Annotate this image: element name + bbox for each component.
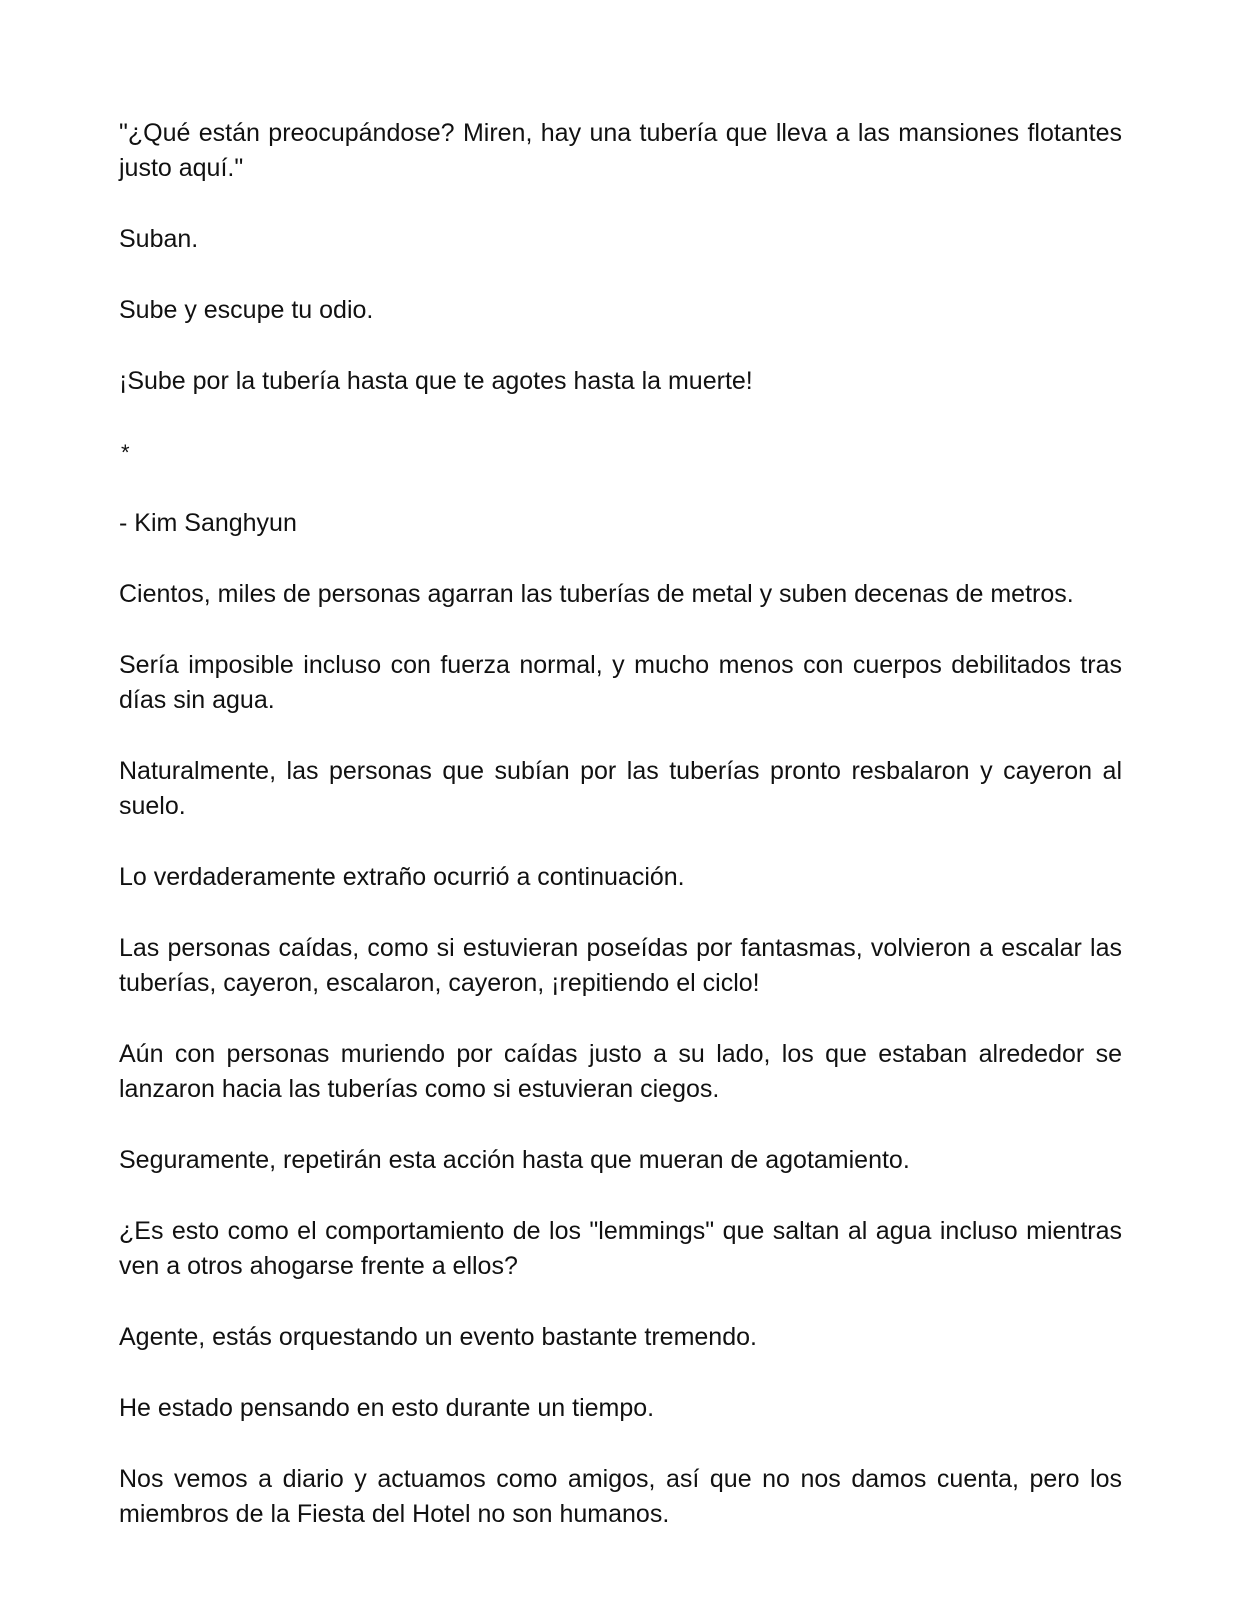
paragraph: - Kim Sanghyun [119,509,297,537]
paragraph: Seguramente, repetirán esta acción hasta que mueran de agotamiento. [119,1146,910,1174]
paragraph: Sería imposible incluso con fuerza normal, y mucho menos con cuerpos debilitados tras días sin agua. [119,651,1122,714]
paragraph: Lo verdaderamente extraño ocurrió a continuación. [119,863,685,891]
document-body [119,116,1122,1568]
paragraph: Nos vemos a diario y actuamos como amigos, así que no nos damos cuenta, pero los miembros de la Fiesta del Hotel no son humanos. [119,1465,1122,1528]
paragraph: Sube y escupe tu odio. [119,296,374,324]
paragraph: Aún con personas muriendo por caídas justo a su lado, los que estaban alrededor se lanzaron hacia las tuberías como si estuvieran ciegos. [119,1040,1122,1103]
paragraph: "¿Qué están preocupándose? Miren, hay una tubería que lleva a las mansiones flotantes justo aquí." [119,119,1122,182]
paragraph: Suban. [119,225,199,253]
paragraph: Agente, estás orquestando un evento bastante tremendo. [119,1323,757,1351]
paragraph: ¡Sube por la tubería hasta que te agotes hasta la muerte! [119,367,753,395]
paragraph: Naturalmente, las personas que subían por las tuberías pronto resbalaron y cayeron al suelo. [119,757,1122,820]
paragraph: ¿Es esto como el comportamiento de los "lemmings" que saltan al agua incluso mientras ven a otros ahogarse frente a ellos? [119,1217,1122,1280]
paragraph: Las personas caídas, como si estuvieran poseídas por fantasmas, volvieron a escalar las tuberías, cayeron, escalaron, cayeron, ¡repitiendo el ciclo! [119,934,1122,997]
paragraph: He estado pensando en esto durante un tiempo. [119,1394,655,1422]
scene-break-asterisk: * [121,440,130,465]
paragraph: Cientos, miles de personas agarran las tuberías de metal y suben decenas de metros. [119,580,1074,608]
